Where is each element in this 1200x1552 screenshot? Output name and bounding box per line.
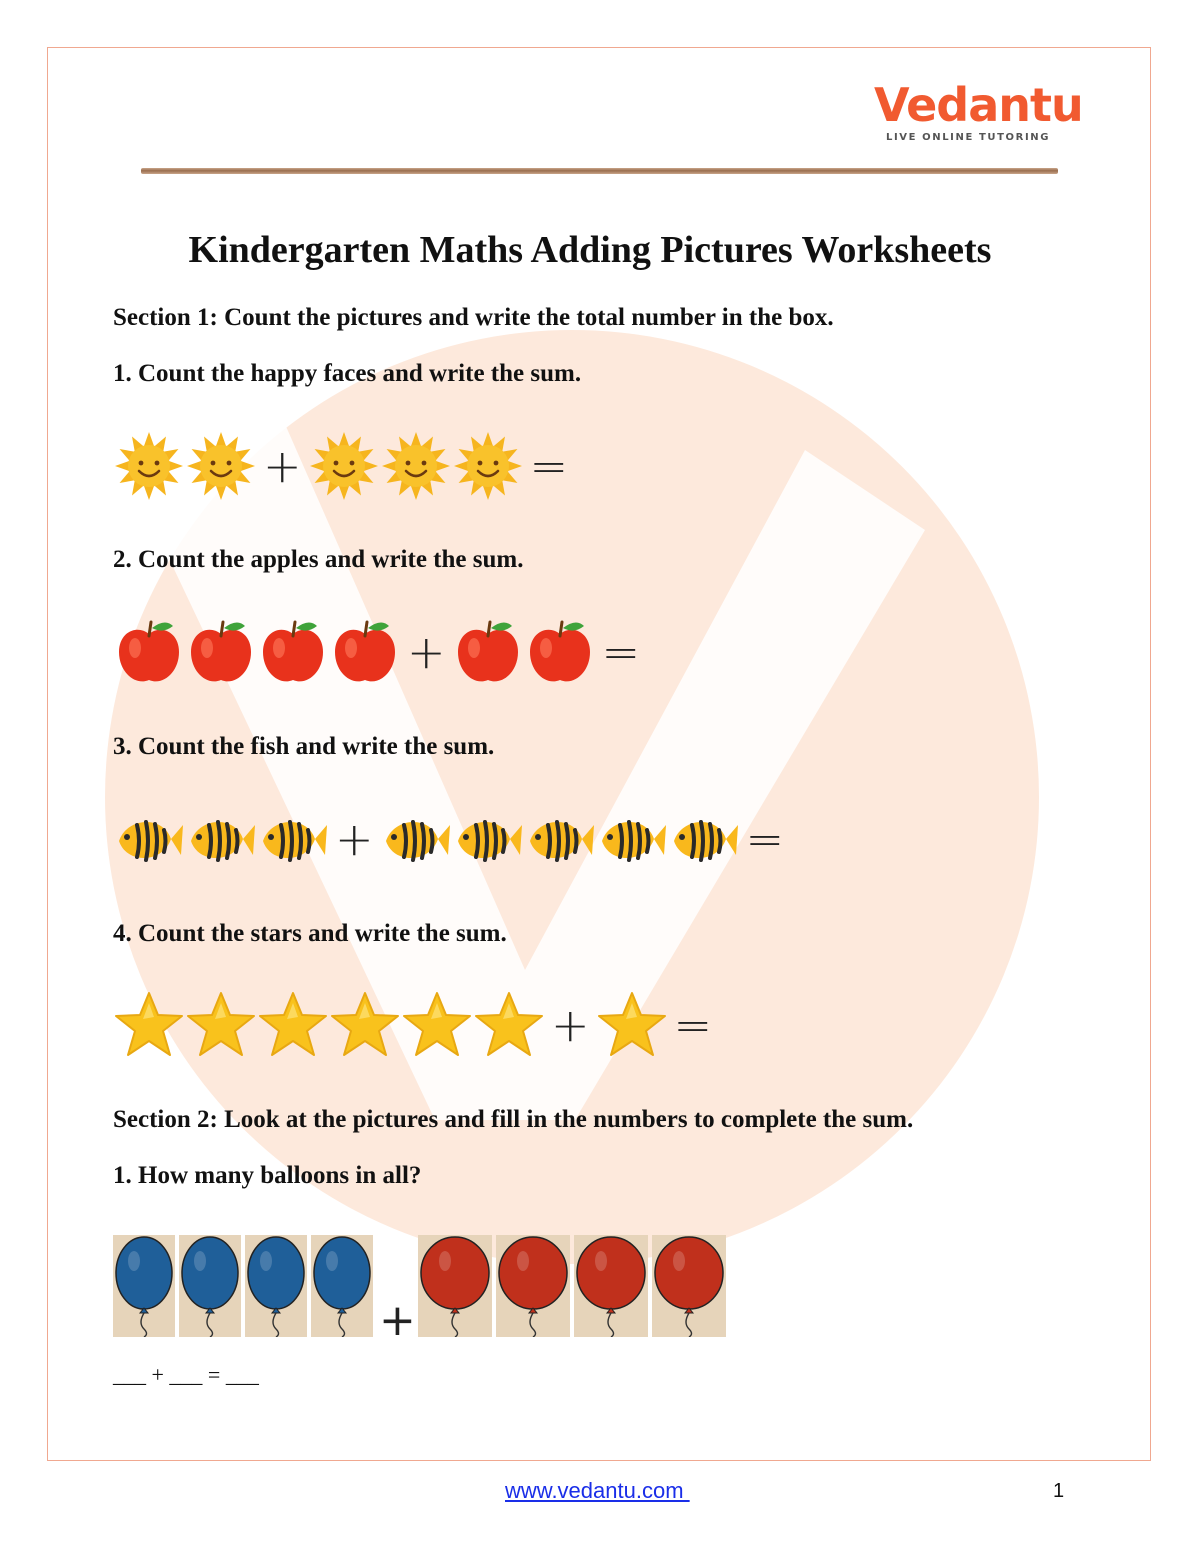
question-1-row [113, 428, 574, 504]
section2-heading: Section 2: Look at the pictures and fill in the numbers to complete the sum. [113, 1106, 914, 1133]
star-icon [473, 989, 545, 1061]
equals-sign: = [529, 439, 569, 493]
sun-face-icon [185, 430, 257, 502]
fish-icon [524, 803, 596, 875]
fish-icon [257, 803, 329, 875]
footer-website-link[interactable]: www.vedantu.com [505, 1478, 690, 1503]
vedantu-logo [870, 78, 1083, 152]
section2-question-label: 1. How many balloons in all? [113, 1162, 422, 1189]
balloon-row [113, 1233, 730, 1346]
sun-face-icon [452, 430, 524, 502]
page-number: 1 [1053, 1480, 1065, 1502]
worksheet-title: Kindergarten Maths Adding Pictures Worksheets [188, 229, 992, 271]
star-icon [113, 989, 185, 1061]
apple-icon [329, 616, 401, 688]
logo-tagline: LIVE ONLINE TUTORING [886, 132, 1051, 143]
red-balloon-icon [496, 1235, 570, 1337]
plus-sign: + [263, 439, 302, 493]
equals-sign: = [601, 625, 641, 679]
question-2-label: 2. Count the apples and write the sum. [113, 546, 524, 573]
apple-icon [452, 616, 524, 688]
plus-sign: + [551, 998, 590, 1052]
fish-icon [668, 803, 740, 875]
red-balloon-icon [574, 1235, 648, 1337]
apple-icon [524, 616, 596, 688]
apple-icon [185, 616, 257, 688]
star-icon [401, 989, 473, 1061]
blue-balloon-icon [113, 1235, 175, 1337]
apple-icon [257, 616, 329, 688]
blue-balloon-icon [245, 1235, 307, 1337]
question-1-label: 1. Count the happy faces and write the sum. [113, 360, 582, 387]
question-2-row [113, 614, 646, 690]
sun-face-icon [308, 430, 380, 502]
question-3-label: 3. Count the fish and write the sum. [113, 733, 495, 760]
question-4-row [113, 987, 718, 1063]
equals-sign: = [745, 812, 785, 866]
fish-icon [185, 803, 257, 875]
red-balloon-icon [418, 1235, 492, 1337]
fish-icon [380, 803, 452, 875]
plus-sign: + [335, 812, 374, 866]
red-balloon-icon [652, 1235, 726, 1337]
fill-in-equation[interactable]: ___ + ___ = ___ [113, 1362, 259, 1387]
question-3-row [113, 801, 790, 877]
equals-sign: = [673, 998, 713, 1052]
blue-balloon-icon [179, 1235, 241, 1337]
star-icon [185, 989, 257, 1061]
logo-wordmark: Vedantu [874, 78, 1083, 132]
fish-icon [596, 803, 668, 875]
sun-face-icon [380, 430, 452, 502]
fish-icon [113, 803, 185, 875]
sun-face-icon [113, 430, 185, 502]
header-divider [141, 168, 1058, 174]
fish-icon [452, 803, 524, 875]
section1-heading: Section 1: Count the pictures and write the total number in the box. [113, 304, 834, 331]
plus-sign: + [407, 625, 446, 679]
star-icon [257, 989, 329, 1061]
plus-sign: + [379, 1295, 416, 1346]
star-icon [596, 989, 668, 1061]
apple-icon [113, 616, 185, 688]
question-4-label: 4. Count the stars and write the sum. [113, 920, 507, 947]
star-icon [329, 989, 401, 1061]
blue-balloon-icon [311, 1235, 373, 1337]
